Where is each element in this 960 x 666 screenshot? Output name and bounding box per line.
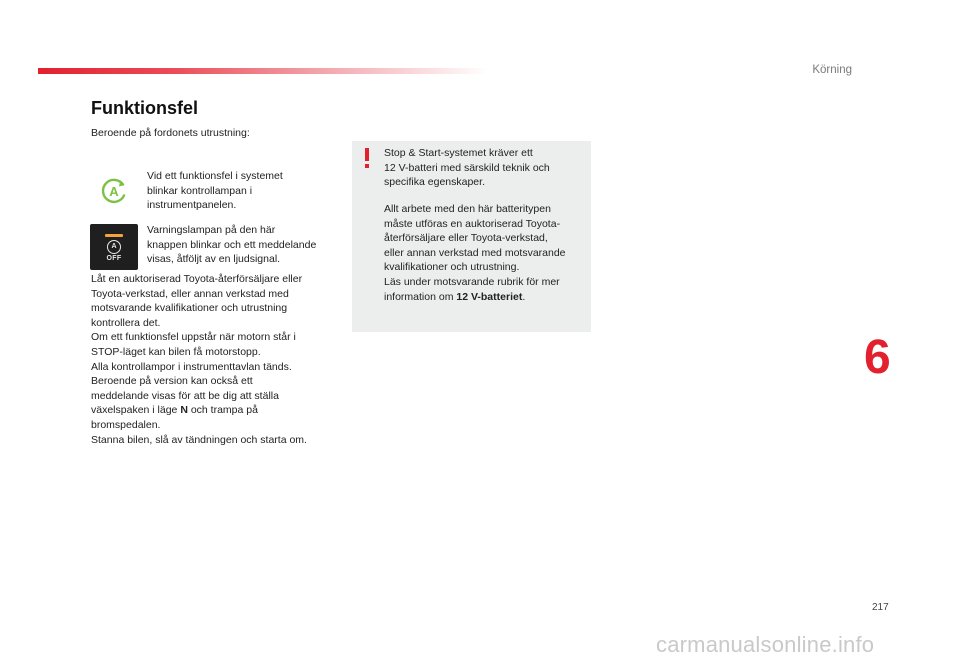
page-number: 217 xyxy=(872,602,889,613)
page-title: Funktionsfel xyxy=(91,98,198,118)
item-2-text: Varningslampan på den här knappen blinkar och ett meddelande visas, åtföljt av en ljudsignal. xyxy=(147,224,317,266)
intro-text: Beroende på fordonets utrustning: xyxy=(91,127,250,139)
auto-start-stop-warning-icon xyxy=(100,177,128,205)
battery-reference-link: 12 V-batteriet xyxy=(456,290,523,303)
section-label: Körning xyxy=(812,64,852,76)
off-label: OFF xyxy=(106,255,122,262)
auto-off-button-icon xyxy=(90,224,138,270)
chapter-number: 6 xyxy=(864,331,891,384)
main-body-text: Låt en auktoriserad Toyota-återförsäljare eller Toyota-verkstad, eller annan verkstad med motsvarande kvalifikationer och utrustning kontrollera det. Om ett funktionsfel uppstår när motorn står i STOP-läget kan bilen få motorstopp. Alla kontrollampor i instrumenttavlan tänds. Beroende på version kan också ett meddelande visas för att be dig att ställa växelspaken i läge N och trampa på bromspedalen. Stanna bilen, slå av tändningen och starta om. xyxy=(91,273,307,446)
item-1-text: Vid ett funktionsfel i systemet blinkar kontrollampan i instrumentpanelen. xyxy=(147,170,283,212)
notice-paragraph-2: Allt arbete med den här batteritypen måste utföras en auktoriserad Toyota- återförsäljare eller Toyota-verkstad, eller annan verkstad med motsvarande kvalifikationer och utrustning. Läs under motsvarande rubrik för mer information om 12 V-batteriet. xyxy=(384,203,566,303)
auto-glyph: A xyxy=(107,240,121,254)
button-led-indicator xyxy=(105,234,123,237)
svg-text:A: A xyxy=(109,184,119,199)
notice-paragraph-1: Stop & Start-systemet kräver ett 12 V-batteri med särskild teknik och specifika egenskaper. xyxy=(384,147,550,189)
warning-exclamation-icon xyxy=(364,146,372,170)
header-accent-bar xyxy=(38,68,488,74)
notice-box xyxy=(352,141,591,332)
watermark-text: carmanualsonline.info xyxy=(656,632,875,657)
gear-position-n: N xyxy=(180,404,188,417)
